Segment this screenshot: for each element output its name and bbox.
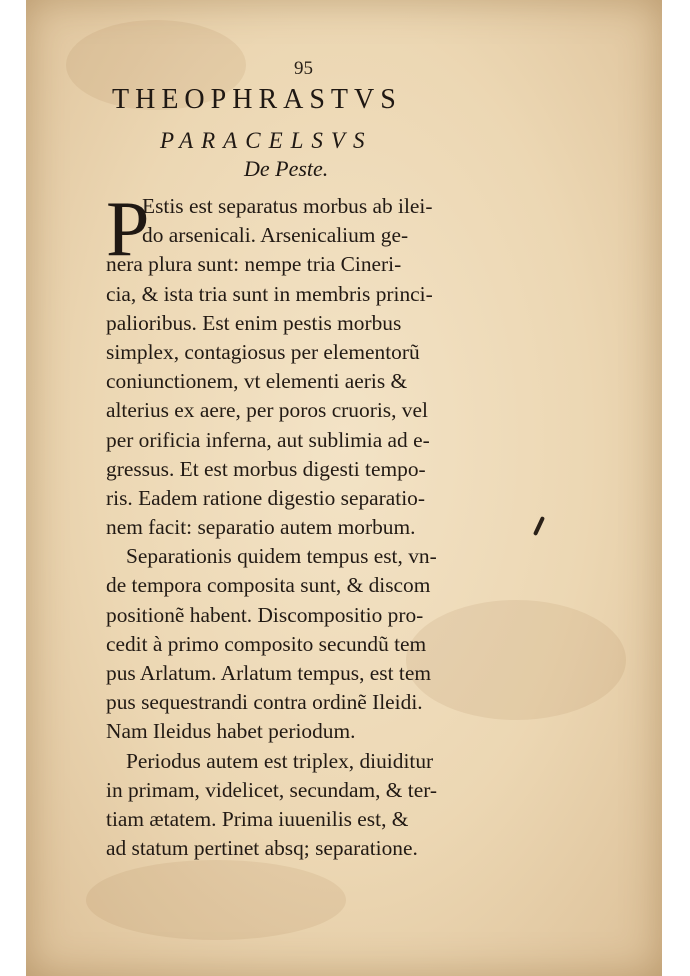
chapter-title: De Peste. (244, 156, 329, 181)
text-line: palioribus. Est enim pestis morbus (106, 310, 402, 335)
text-line: ad statum pertinet absq; separatione. (106, 836, 418, 861)
text-line: Nam Ileidus habet periodum. (106, 719, 356, 744)
page-number: 95 (294, 58, 313, 79)
running-title: THEOPHRASTVS (112, 84, 402, 115)
body-text (106, 185, 546, 863)
text-line: Estis est separatus morbus ab ilei- (142, 194, 433, 218)
text-line: cia, & ista tria sunt in membris princi- (106, 281, 433, 306)
text-line: tiam ætatem. Prima iuuenilis est, & (106, 806, 409, 831)
text-line: per orificia inferna, aut sublimia ad e- (106, 427, 430, 452)
text-line: ris. Eadem ratione digestio separatio- (106, 485, 425, 510)
text-line: nem facit: separatio autem morbum. (106, 515, 416, 540)
text-line: coniunctionem, vt elementi aeris & (106, 369, 408, 394)
text-line: positionẽ habent. Discompositio pro- (106, 602, 424, 627)
text-line: gressus. Et est morbus digesti tempo- (106, 456, 426, 481)
text-line: do arsenicali. Arsenicalium ge- (142, 223, 409, 248)
book-page (26, 0, 662, 976)
text-line: alterius ex aere, per poros cruoris, vel (106, 398, 428, 423)
text-line: de tempora composita sunt, & discom (106, 573, 431, 598)
text-line: pus Arlatum. Arlatum tempus, est tem (106, 661, 431, 685)
text-line: nera plura sunt: nempe tria Cineri- (106, 252, 402, 277)
text-line: in primam, videlicet, secundam, & ter- (106, 777, 438, 802)
drop-cap: P (106, 185, 150, 272)
author-name: PARACELSVS (160, 128, 373, 153)
text-line: simplex, contagiosus per elementorũ (106, 339, 420, 364)
paper-stain (86, 860, 346, 940)
text-line: pus sequestrandi contra ordinẽ Ileidi. (106, 690, 423, 715)
text-line: Separationis quidem tempus est, vn- (126, 544, 437, 569)
text-line: cedit à primo composito secundũ tem (106, 631, 427, 656)
text-line: Periodus autem est triplex, diuiditur (126, 748, 434, 773)
